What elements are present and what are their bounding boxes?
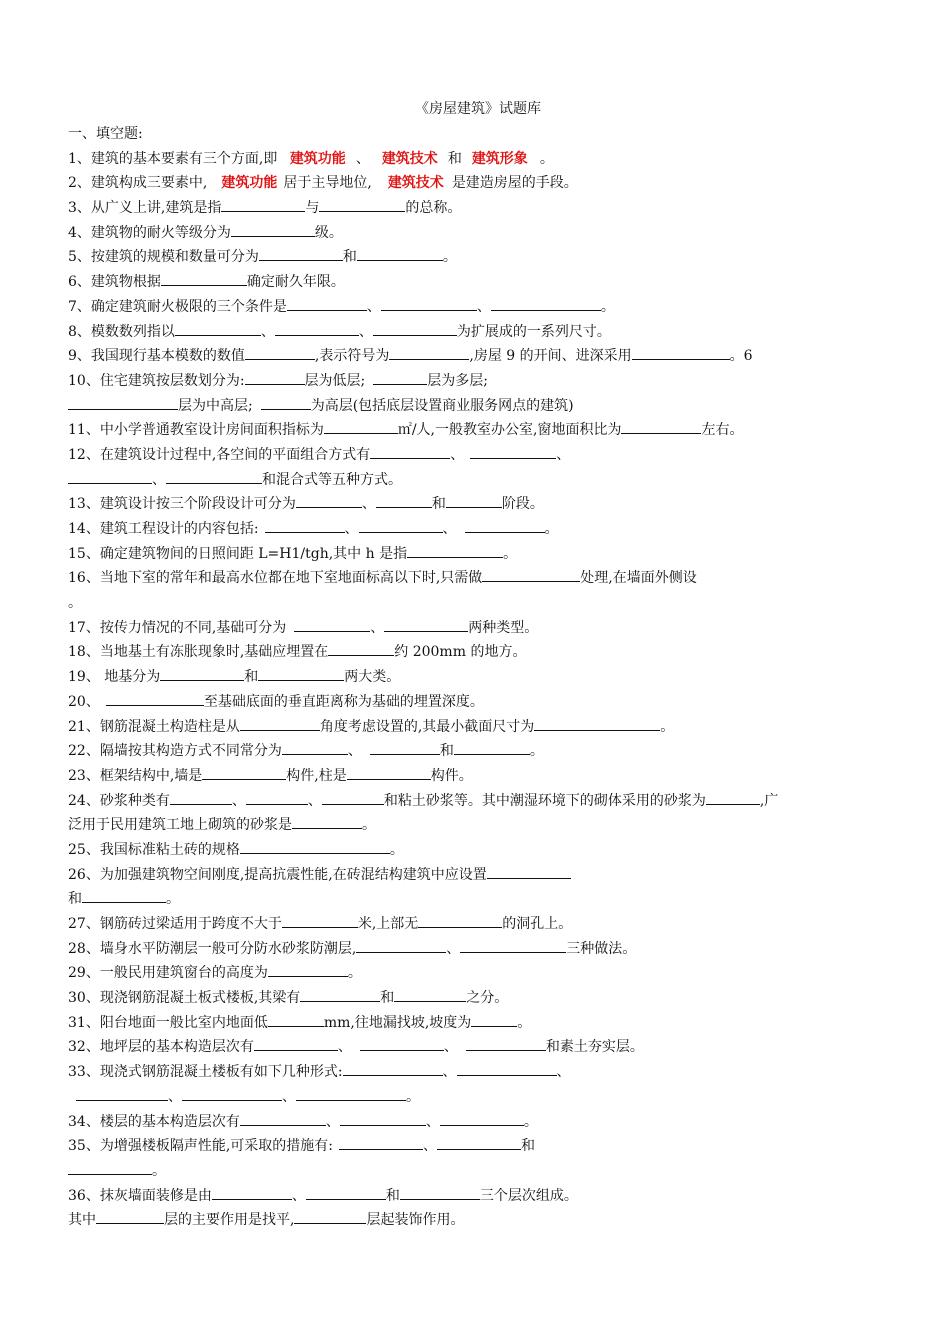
q32-text: 、 [337, 1039, 352, 1056]
question-24 [68, 789, 888, 814]
answer-blank[interactable] [370, 739, 440, 755]
q22-text: 、 [347, 743, 362, 760]
q34-text: 34、楼层的基本构造层次有 [68, 1113, 240, 1130]
answer-blank[interactable] [457, 1060, 557, 1076]
q15-text: 。 [503, 545, 518, 562]
q24-text: 、 [307, 792, 322, 809]
q13-text: 、 [361, 496, 376, 513]
answer-blank[interactable] [161, 270, 247, 286]
question-16-cont [68, 591, 888, 616]
q36-text: 层起装饰作用。 [366, 1212, 465, 1229]
answer-blank[interactable] [306, 1184, 386, 1200]
q7-text: 。 [600, 298, 615, 315]
answer-blank[interactable] [106, 690, 204, 706]
q16-text: 16、当地下室的常年和最高水位都在地下室地面标高以下时,只需做 [68, 570, 483, 587]
q17-text: 、 [370, 619, 385, 636]
q33-text: 、 [282, 1088, 296, 1105]
answer-blank[interactable] [275, 320, 359, 336]
q1-answer-1: 建筑功能 [289, 150, 346, 167]
answer-blank[interactable] [446, 492, 502, 508]
answer-blank[interactable] [68, 468, 152, 484]
question-17 [68, 616, 888, 641]
q14-text: 。 [544, 521, 559, 537]
q32-text: 32、地坪层的基本构造层次有 [68, 1039, 254, 1056]
q8-text: 8、模数数列指以 [68, 323, 175, 340]
question-10-cont [68, 394, 888, 419]
q10-text: 为高层(包括底层设置商业服务网点的建筑) [310, 397, 574, 414]
q24-text: 泛用于民用建筑工地上砌筑的砂浆是 [68, 817, 292, 834]
answer-blank[interactable] [82, 887, 166, 903]
q22-text: 。 [529, 743, 544, 760]
answer-blank[interactable] [268, 961, 348, 977]
question-11 [68, 418, 888, 443]
answer-blank[interactable] [292, 813, 362, 829]
q20-text: 至基础底面的垂直距离称为基础的埋置深度。 [203, 693, 484, 710]
question-27 [68, 912, 888, 937]
answer-blank[interactable] [381, 295, 477, 311]
q13-text: 和 [431, 496, 446, 513]
answer-blank[interactable] [212, 1184, 292, 1200]
answer-blank[interactable] [182, 1085, 282, 1101]
answer-blank[interactable] [491, 295, 601, 311]
question-33-cont [68, 1085, 888, 1110]
q25-text: 。 [389, 841, 404, 858]
question-18 [68, 640, 888, 665]
q10-text: 10、住宅建筑按层数划分为: [68, 372, 245, 389]
question-31 [68, 1011, 888, 1036]
answer-blank[interactable] [360, 1035, 444, 1051]
q24-text: 、 [231, 792, 246, 809]
q31-text: mm,往地漏找坡,坡度为 [323, 1014, 472, 1031]
q13-text: 阶段。 [501, 496, 544, 513]
q20-text: 20、 [68, 693, 100, 710]
q6-text: 6、建筑物根据 [68, 274, 161, 291]
q12-text: 、 [556, 446, 571, 463]
q26-text: 26、为加强建筑物空间刚度,提高抗震性能,在砖混结构建筑中应设置 [68, 866, 487, 883]
q24-text: 。 [362, 817, 376, 834]
question-20 [68, 690, 888, 715]
q24-text: 和粘土砂浆等。其中潮湿环境下的砌体采用的砂浆为 [383, 792, 706, 809]
q21-text: 21、钢筋混凝土构造柱是从 [68, 718, 240, 735]
q4-text: 4、建筑物的耐火等级分为 [68, 224, 231, 241]
answer-blank[interactable] [296, 492, 362, 508]
question-28 [68, 937, 888, 962]
answer-blank[interactable] [359, 517, 443, 533]
q29-text: 29、一般民用建筑窗台的高度为 [68, 965, 268, 982]
q30-text: 和 [380, 990, 395, 1007]
q2-text: 居于主导地位, [283, 175, 372, 192]
q1-answer-3: 建筑形象 [471, 150, 528, 167]
q5-text: 和 [342, 249, 357, 266]
q15-text: 15、确定建筑物间的日照间距 L=H1/tgh,其中 h 是指 [68, 545, 408, 562]
q35-text: 。 [152, 1162, 166, 1179]
q10-text: 层为多层; [427, 372, 488, 389]
q11-text: 左右。 [701, 422, 744, 439]
q36-text: 其中 [68, 1212, 96, 1229]
q36-text: 和 [385, 1187, 400, 1204]
answer-blank[interactable] [166, 468, 262, 484]
q33-text: 、 [556, 1064, 571, 1081]
q1-answer-2: 建筑技术 [381, 150, 438, 167]
answer-blank[interactable] [465, 517, 545, 533]
q24-text: 24、砂浆种类有 [68, 792, 170, 809]
q33-text: 33、现浇式钢筋混凝土楼板有如下几种形式: [68, 1064, 343, 1081]
q28-text: 28、墙身水平防潮层一般可分防水砂浆防潮层, [68, 940, 357, 957]
answer-blank[interactable] [373, 320, 457, 336]
answer-blank[interactable] [440, 1110, 524, 1126]
q27-text: 27、钢筋砖过梁适用于跨度不大于 [68, 916, 282, 932]
answer-blank[interactable] [324, 418, 398, 434]
answer-blank[interactable] [340, 1110, 426, 1126]
answer-blank[interactable] [437, 1134, 521, 1150]
q11-text: ㎡/人,一般教室办公室,窗地面积比为 [397, 422, 622, 439]
q28-text: 三种做法。 [566, 940, 637, 957]
q36-text: 、 [291, 1187, 306, 1204]
q18-text: 约 200mm 的地方。 [394, 644, 527, 661]
q23-text: 构件。 [430, 767, 473, 784]
question-35 [68, 1134, 888, 1159]
question-25 [68, 838, 888, 863]
question-36-cont [68, 1208, 888, 1233]
answer-blank[interactable] [282, 912, 358, 928]
q2-text: 2、建筑构成三要素中, [68, 175, 208, 192]
q26-text: 。 [166, 891, 180, 908]
answer-blank[interactable] [347, 764, 431, 780]
q26-text: 和 [68, 891, 82, 908]
q31-text: 31、阳台地面一般比室内地面低 [68, 1014, 268, 1031]
question-35-cont [68, 1159, 888, 1184]
answer-blank[interactable] [160, 665, 244, 681]
answer-blank[interactable] [328, 640, 394, 656]
answer-blank[interactable] [706, 789, 760, 805]
answer-blank[interactable] [170, 789, 232, 805]
question-9 [68, 344, 888, 369]
answer-blank[interactable] [294, 616, 370, 632]
q7-text: 、 [366, 298, 381, 315]
q7-text: 7、确定建筑耐火极限的三个条件是 [68, 298, 287, 315]
question-15 [68, 542, 888, 567]
q33-text: 、 [442, 1064, 457, 1081]
answer-blank[interactable] [407, 542, 503, 558]
answer-blank[interactable] [246, 789, 308, 805]
q4-text: 级。 [314, 224, 343, 241]
question-4 [68, 221, 888, 246]
q11-text: 11、中小学普通教室设计房间面积指标为 [68, 422, 324, 439]
answer-blank[interactable] [370, 443, 450, 459]
question-8 [68, 320, 888, 345]
q16-text: 。 [68, 595, 82, 612]
q1-sep: 、 [355, 150, 370, 167]
answer-blank[interactable] [339, 1134, 423, 1150]
answer-blank[interactable] [202, 764, 286, 780]
q24-text: ,广 [759, 792, 779, 809]
answer-blank[interactable] [76, 1085, 168, 1101]
q9-text: ,表示符号为 [314, 348, 390, 365]
q1-end: 。 [539, 150, 554, 167]
answer-blank[interactable] [384, 616, 468, 632]
answer-blank[interactable] [460, 937, 566, 953]
question-16 [68, 566, 888, 591]
question-12 [68, 443, 888, 468]
q7-text: 、 [476, 298, 491, 315]
question-7 [68, 295, 888, 320]
answer-blank[interactable] [259, 245, 343, 261]
q25-text: 25、我国标准粘土砖的规格 [68, 841, 240, 858]
q12-text: 、 [152, 471, 166, 488]
answer-blank[interactable] [221, 196, 305, 212]
q5-text: 5、按建筑的规模和数量可分为 [68, 249, 259, 266]
q23-text: 构件,柱是 [286, 767, 347, 784]
q22-text: 22、隔墙按其构造方式不同常分为 [68, 743, 282, 760]
q23-text: 23、框架结构中,墙是 [68, 767, 203, 784]
q34-text: 、 [325, 1113, 340, 1130]
q3-text: 与 [305, 200, 320, 217]
answer-blank[interactable] [300, 986, 380, 1002]
question-22 [68, 739, 888, 764]
q21-text: 。 [660, 718, 675, 735]
answer-blank[interactable] [240, 838, 390, 854]
answer-blank[interactable] [175, 320, 261, 336]
answer-blank[interactable] [471, 1011, 517, 1027]
q19-text: 和 [244, 669, 259, 686]
answer-blank[interactable] [265, 517, 345, 533]
answer-blank[interactable] [231, 221, 315, 237]
q9-text: 。6 [729, 348, 753, 365]
question-33 [68, 1060, 888, 1085]
answer-blank[interactable] [400, 1184, 480, 1200]
q33-text: 。 [406, 1088, 420, 1105]
q1-sep: 和 [447, 150, 462, 167]
q32-text: 、 [443, 1039, 458, 1056]
answer-blank[interactable] [254, 1035, 338, 1051]
answer-blank[interactable] [343, 1060, 443, 1076]
answer-blank[interactable] [258, 665, 344, 681]
q17-text: 两种类型。 [468, 619, 539, 636]
q34-text: 、 [425, 1113, 440, 1130]
question-23 [68, 764, 888, 789]
question-3 [68, 196, 888, 221]
answer-blank[interactable] [240, 715, 320, 731]
answer-blank[interactable] [373, 369, 427, 385]
q12-text: 12、在建筑设计过程中,各空间的平面组合方式有 [68, 446, 371, 463]
answer-blank[interactable] [357, 245, 443, 261]
question-14 [68, 517, 888, 542]
q13-text: 13、建筑设计按三个阶段设计可分为 [68, 496, 296, 513]
answer-blank[interactable] [240, 1110, 326, 1126]
q36-text: 36、抹灰墙面装修是由 [68, 1187, 212, 1204]
answer-blank[interactable] [294, 1208, 366, 1224]
answer-blank[interactable] [466, 1035, 546, 1051]
q32-text: 和素土夯实层。 [545, 1039, 644, 1056]
q35-text: 、 [422, 1138, 437, 1155]
question-29 [68, 961, 888, 986]
q2-text: 是建造房屋的手段。 [451, 175, 578, 192]
question-2 [68, 171, 888, 196]
q14-text: 、 [344, 521, 359, 537]
answer-blank[interactable] [287, 295, 367, 311]
q29-text: 。 [347, 965, 362, 982]
answer-blank[interactable] [534, 715, 660, 731]
question-24-cont [68, 813, 888, 838]
q12-text: 和混合式等五种方式。 [262, 471, 402, 488]
question-5 [68, 245, 888, 270]
q35-text: 和 [520, 1138, 535, 1155]
answer-blank[interactable] [261, 394, 311, 410]
exam-document [68, 96, 888, 1233]
answer-blank[interactable] [632, 344, 730, 360]
question-21 [68, 715, 888, 740]
q8-text: 、 [260, 323, 275, 340]
q18-text: 18、当地基土有冻胀现象时,基础应埋置在 [68, 644, 329, 661]
q3-text: 的总称。 [405, 200, 462, 217]
answer-blank[interactable] [454, 739, 530, 755]
question-26-cont [68, 887, 888, 912]
question-10 [68, 369, 888, 394]
answer-blank[interactable] [482, 566, 580, 582]
answer-blank[interactable] [418, 912, 502, 928]
q2-answer-1: 建筑功能 [221, 175, 278, 192]
q6-text: 确定耐久年限。 [246, 274, 345, 291]
question-12-cont [68, 468, 888, 493]
q2-answer-2: 建筑技术 [387, 175, 444, 192]
q27-text: 米,上部无 [357, 916, 419, 932]
q5-text: 。 [442, 249, 457, 266]
question-19 [68, 665, 888, 690]
q19-text: 两大类。 [344, 669, 401, 686]
q14-text: 、 [442, 521, 457, 537]
q3-text: 3、从广义上讲,建筑是指 [68, 200, 222, 217]
q19-text: 19、 地基分为 [68, 669, 161, 686]
answer-blank[interactable] [282, 739, 348, 755]
answer-blank[interactable] [296, 1085, 406, 1101]
q31-text: 。 [517, 1014, 532, 1031]
q34-text: 。 [523, 1113, 538, 1130]
answer-blank[interactable] [389, 344, 469, 360]
question-32 [68, 1035, 888, 1060]
answer-blank[interactable] [245, 344, 315, 360]
q21-text: 角度考虑设置的,其最小截面尺寸为 [319, 718, 535, 735]
q17-text: 17、按传力情况的不同,基础可分为 [68, 619, 287, 636]
question-30 [68, 986, 888, 1011]
q10-text: 层为低层; [304, 372, 366, 389]
section-heading: 一、填空题: [68, 126, 143, 142]
answer-blank[interactable] [621, 418, 701, 434]
q9-text: 9、我国现行基本模数的数值 [68, 348, 245, 365]
q8-text: 为扩展成的一系列尺寸。 [456, 323, 611, 340]
q14-text: 14、建筑工程设计的内容包括: [68, 521, 259, 537]
q33-text: 、 [168, 1088, 182, 1105]
question-6 [68, 270, 888, 295]
q27-text: 的洞孔上。 [502, 916, 573, 932]
q30-text: 之分。 [466, 990, 509, 1007]
q12-text: 、 [450, 446, 465, 463]
q30-text: 30、现浇钢筋混凝土板式楼板,其梁有 [68, 990, 301, 1007]
answer-blank[interactable] [394, 986, 466, 1002]
q1-text: 1、建筑的基本要素有三个方面,即 [68, 150, 278, 167]
answer-blank[interactable] [268, 1011, 324, 1027]
question-36 [68, 1184, 888, 1209]
answer-blank[interactable] [245, 369, 305, 385]
answer-blank[interactable] [96, 1208, 164, 1224]
q8-text: 、 [358, 323, 373, 340]
q36-text: 层的主要作用是找平, [164, 1212, 295, 1229]
answer-blank[interactable] [470, 443, 556, 459]
question-13 [68, 492, 888, 517]
q22-text: 和 [439, 743, 454, 760]
q35-text: 35、为增强楼板隔声性能,可采取的措施有: [68, 1138, 333, 1155]
answer-blank[interactable] [68, 394, 178, 410]
question-26 [68, 863, 888, 888]
answer-blank[interactable] [356, 937, 446, 953]
answer-blank[interactable] [487, 863, 571, 879]
answer-blank[interactable] [376, 492, 432, 508]
q36-text: 三个层次组成。 [479, 1187, 578, 1204]
q28-text: 、 [446, 940, 461, 957]
doc-title: 《房屋建筑》试题库 [415, 101, 541, 117]
q9-text: ,房屋 9 的开间、进深采用 [469, 348, 632, 365]
answer-blank[interactable] [68, 1159, 152, 1175]
answer-blank[interactable] [322, 789, 384, 805]
q10-text: 层为中高层; [178, 397, 253, 414]
question-34 [68, 1110, 888, 1135]
question-1 [68, 147, 888, 172]
answer-blank[interactable] [319, 196, 405, 212]
q16-text: 处理,在墙面外侧设 [580, 570, 697, 587]
